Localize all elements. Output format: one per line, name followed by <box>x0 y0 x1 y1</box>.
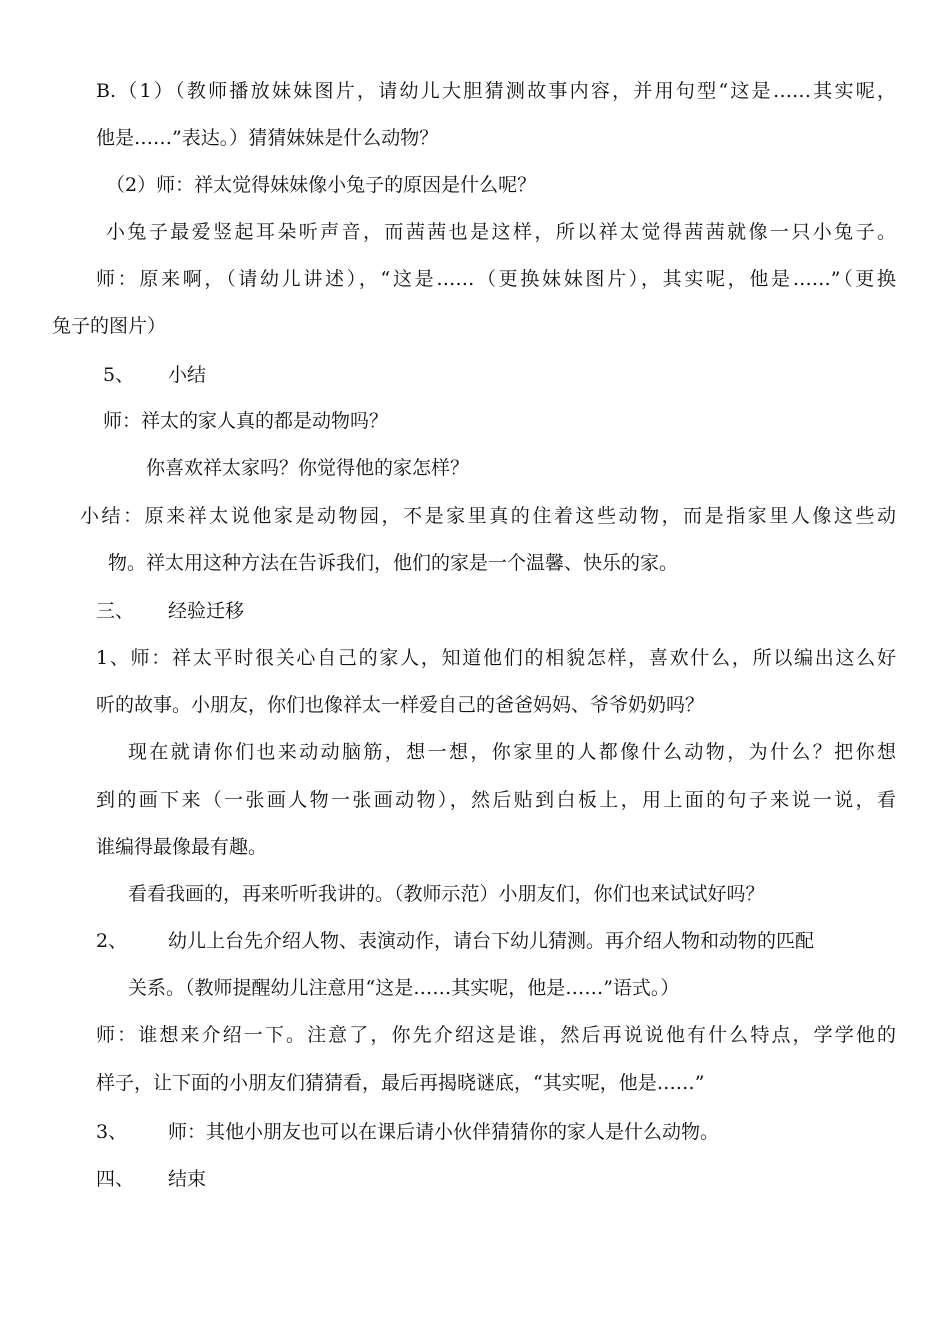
paragraph-line: 他是……”表达。）猜猜妹妹是什么动物？ <box>96 127 439 149</box>
section-heading <box>96 1165 206 1193</box>
section-number: 三、 <box>96 600 135 622</box>
paragraph-line: 师：谁想来介绍一下。注意了，你先介绍这是谁，然后再说说他有什么特点，学学他的 <box>96 1024 896 1046</box>
paragraph-line: 你喜欢祥太家吗？你觉得他的家怎样？ <box>146 457 470 479</box>
list-item <box>96 927 814 955</box>
section-title: 结束 <box>168 1168 207 1190</box>
paragraph-line: 看看我画的，再来听听我讲的。（教师示范）小朋友们，你们也来试试好吗？ <box>128 883 765 905</box>
section-title: 经验迁移 <box>168 600 245 622</box>
paragraph-line: 师：祥太的家人真的都是动物吗？ <box>103 410 389 432</box>
section-title: 小结 <box>168 364 207 386</box>
paragraph-line: 物。祥太用这种方法在告诉我们，他们的家是一个温馨、快乐的家。 <box>108 552 679 574</box>
paragraph-line: 师：原来啊，（请幼儿讲述），“这是……（更换妹妹图片），其实呢，他是……”（更换 <box>96 268 896 290</box>
list-text: 幼儿上台先介绍人物、表演动作，请台下幼儿猜测。再介绍人物和动物的匹配 <box>168 930 815 952</box>
paragraph-line: 1、师：祥太平时很关心自己的家人，知道他们的相貌怎样，喜欢什么，所以编出这么好 <box>96 647 896 669</box>
paragraph-line: 关系。（教师提醒幼儿注意用“这是……其实呢，他是……”语式。） <box>128 977 680 999</box>
list-item <box>96 1118 719 1146</box>
list-number: 2、 <box>96 930 128 952</box>
section-number: 5、 <box>103 364 135 386</box>
paragraph-line: B.（1）（教师播放妹妹图片，请幼儿大胆猜测故事内容，并用句型“这是……其实呢， <box>96 80 896 102</box>
paragraph-line: 小兔子最爱竖起耳朵听声音，而茜茜也是这样，所以祥太觉得茜茜就像一只小兔子。 <box>106 221 896 243</box>
section-heading <box>103 361 206 389</box>
section-number: 四、 <box>96 1168 135 1190</box>
paragraph-line: 到的画下来（一张画人物一张画动物），然后贴到白板上，用上面的句子来说一说，看 <box>96 789 896 811</box>
section-heading <box>96 597 244 625</box>
paragraph-line: 现在就请你们也来动动脑筋，想一想，你家里的人都像什么动物，为什么？把你想 <box>128 741 896 763</box>
paragraph-line: 样子，让下面的小朋友们猜猜看，最后再揭晓谜底，“其实呢，他是……” <box>96 1072 705 1094</box>
paragraph-line: 兔子的图片） <box>52 315 167 337</box>
paragraph-line: 听的故事。小朋友，你们也像祥太一样爱自己的爸爸妈妈、爷爷奶奶吗？ <box>96 694 705 716</box>
paragraph-line: 小结：原来祥太说他家是动物园，不是家里真的住着这些动物，而是指家里人像这些动 <box>80 505 896 527</box>
list-text: 师：其他小朋友也可以在课后请小伙伴猜猜你的家人是什么动物。 <box>168 1121 720 1143</box>
paragraph-line: （2）师：祥太觉得妹妹像小兔子的原因是什么呢？ <box>106 174 537 196</box>
paragraph-line: 谁编得最像最有趣。 <box>96 836 268 858</box>
list-number: 3、 <box>96 1121 128 1143</box>
